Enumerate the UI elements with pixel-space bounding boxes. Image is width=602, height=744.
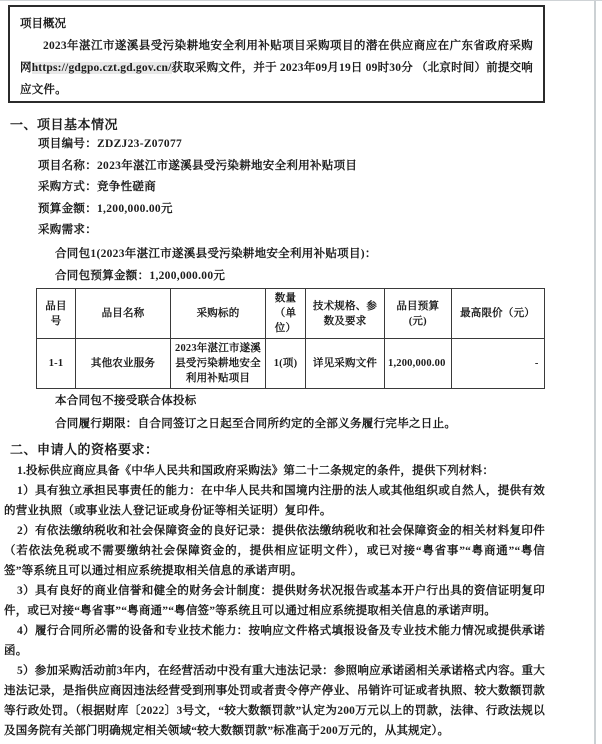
cell-quantity: 1(项)	[266, 339, 306, 389]
table-header-row	[37, 289, 545, 339]
col-header-spec: 技术规格、参数及要求	[306, 289, 385, 339]
qualification-item-5: 5）参加采购活动前3年内，在经营活动中没有重大违法记录：参照响应承诺函相关承诺格式内容。重大违法记录，是指供应商因违法经营受到刑事处罚或者责令停产停业、吊销许可证或者执照、较大数额罚款等行政处罚。（根据财库〔2022〕3号文，“较大数额罚款”认定为200万元以上的罚款，法律、行政法规以及国务院有关部门明确规定相关领域“较大数额罚款”标准高于200万元的，从其规定）。	[4, 665, 545, 737]
qualification-item-1: 1）具有独立承担民事责任的能力：在中华人民共和国境内注册的法人或其他组织或自然人，提供有效的营业执照（或事业法人登记证或身份证等相关证明）复印件。	[4, 485, 545, 517]
col-header-item-no: 品目号	[37, 289, 76, 339]
project-name-line: 项目名称：2023年湛江市遂溪县受污染耕地安全利用补贴项目	[38, 159, 358, 172]
project-number-line: 项目编号：ZDZJ23-Z07077	[38, 138, 183, 150]
qualification-item-3: 3）具有良好的商业信誉和健全的财务会计制度：提供财务状况报告或基本开户行出具的资信证明复印件，或已对接“粤省事”“粤商通”“粤信签”等系统且可以通过相应系统提取相关信息的承诺声明。	[4, 585, 545, 617]
no-consortium-note: 本合同包不接受联合体投标	[55, 395, 197, 407]
cell-budget: 1,200,000.00	[385, 339, 452, 389]
procurement-site-url-link[interactable]: https://gdgpo.czt.gd.gov.cn/	[31, 62, 172, 74]
overview-text-before-url: 2023年湛江市遂溪县受污染耕地安全利用补贴项目采购项目的潜在供应商应在广东省政府采购网	[20, 40, 533, 74]
cell-target: 2023年湛江市遂溪县受污染耕地安全利用补贴项目	[171, 339, 266, 389]
col-header-budget: 品目预算(元)	[385, 289, 452, 339]
section-2-heading: 二、申请人的资格要求：	[10, 442, 159, 457]
basic-info-list	[38, 134, 357, 242]
col-header-item-name: 品目名称	[76, 289, 171, 339]
procurement-items-table	[36, 288, 545, 389]
qualification-intro: 1.投标供应商应具备《中华人民共和国政府采购法》第二十二条规定的条件，提供下列材料：	[17, 465, 495, 477]
budget-amount-line: 预算金额：1,200,000.00元	[38, 202, 173, 215]
qualification-requirements	[4, 461, 545, 741]
table-row	[37, 339, 545, 389]
contract-package-line: 合同包1(2023年湛江市遂溪县受污染耕地安全利用补贴项目)：	[55, 248, 377, 260]
procurement-demand-line: 采购需求：	[38, 224, 97, 236]
qualification-item-2: 2）有依法缴纳税收和社会保障资金的良好记录：提供依法缴纳税收和社会保障资金的相关材料复印件（若依法免税或不需要缴纳社会保障资金的，提供相应证明文件），或已对接“粤省事”“粤商通”“粤信签”等系统且可以通过相应系统提取相关信息的承诺声明。	[4, 525, 545, 577]
overview-text-after-url: 获取采购文件，并于 2023年09月19日 09时30分 （北京时间）前提交响应文件。	[20, 62, 533, 96]
contract-notes	[55, 390, 456, 436]
cell-item-no: 1-1	[37, 339, 76, 389]
project-overview-box	[8, 5, 545, 103]
page-right-edge	[594, 1, 596, 744]
qualification-item-4: 4）履行合同所必需的设备和专业技术能力：按响应文件格式填报设备及专业技术能力情况或提供承诺函。	[4, 625, 545, 657]
contract-package-block	[55, 243, 377, 287]
cell-item-name: 其他农业服务	[76, 339, 171, 389]
cell-spec: 详见采购文件	[306, 339, 385, 389]
contract-package-budget-line: 合同包预算金额：1,200,000.00元	[55, 270, 226, 282]
section-1-heading: 一、项目基本情况	[10, 117, 119, 132]
col-header-quantity: 数量（单位）	[266, 289, 306, 339]
contract-duration-note: 合同履行期限：自合同签订之日起至合同所约定的全部义务履行完毕之日止。	[55, 418, 457, 430]
cell-max-price: -	[451, 339, 544, 389]
procurement-method-line: 采购方式：竞争性磋商	[38, 181, 156, 193]
overview-paragraph	[20, 35, 533, 101]
col-header-max-price: 最高限价（元）	[451, 289, 544, 339]
overview-title: 项目概况	[20, 18, 66, 30]
col-header-target: 采购标的	[171, 289, 266, 339]
